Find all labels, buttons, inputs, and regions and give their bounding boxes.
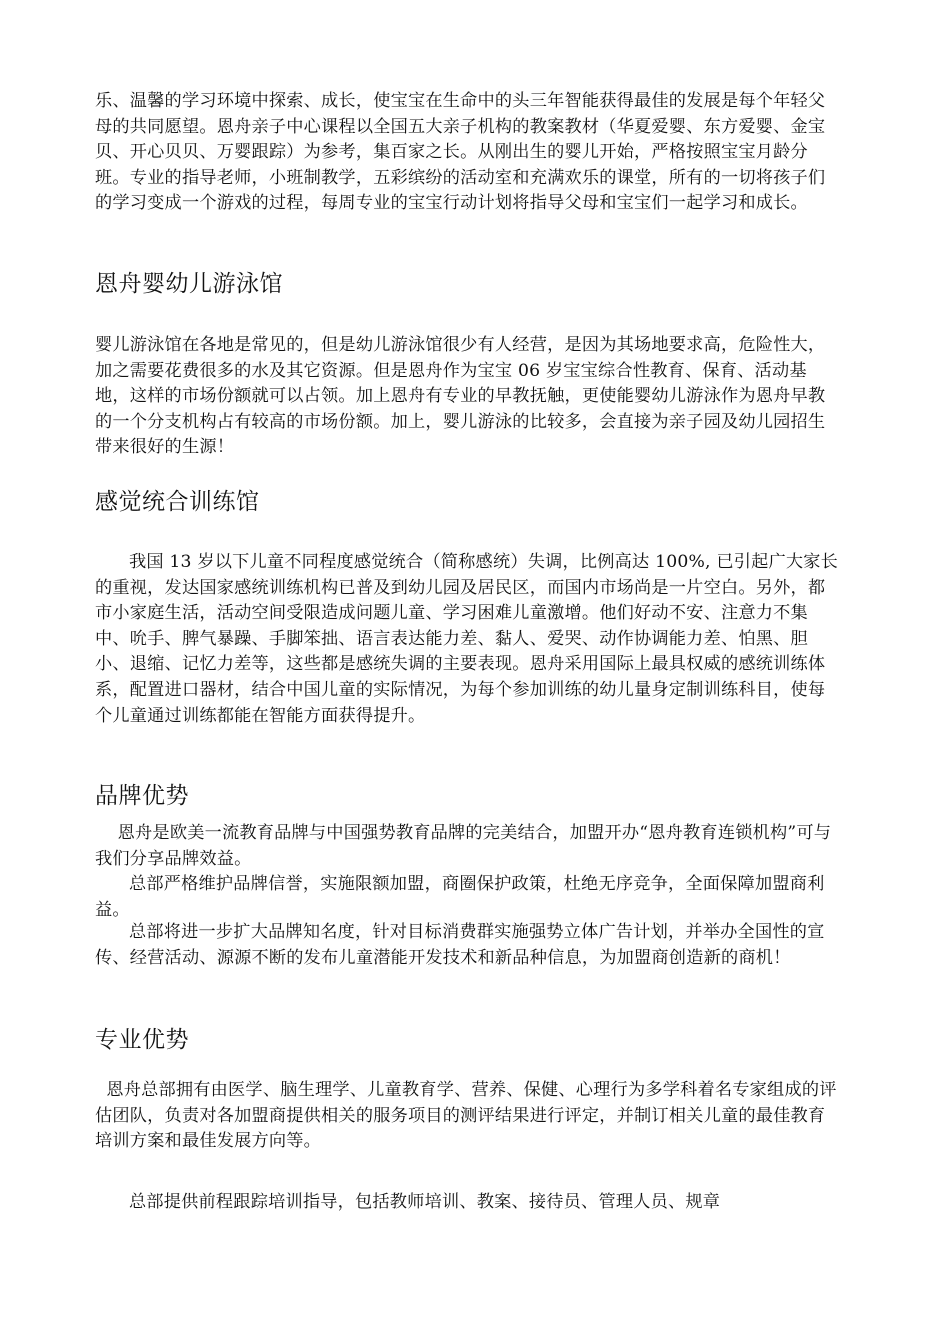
swimming-paragraph: 婴儿游泳馆在各地是常见的，但是幼儿游泳馆很少有人经营，是因为其场地要求高，危险性大，加之需要花费很多的水及其它资源。但是恩舟作为宝宝 06 岁宝宝综合性教育、保育、活动基地，这样的市场份额就可以占领。加上恩舟有专业的早教抚触，更使能婴幼儿游泳作为恩舟早教的一个分支机构占有较高的市场份额。加上，婴儿游泳的比较多，会直接为亲子园及幼儿园招生带来很好的生源！ — [95, 335, 826, 458]
sensory-paragraph: 我国 13 岁以下儿童不同程度感觉统合（简称感统）失调，比例高达 100%, 已引起广大家长的重视，发达国家感统训练机构已普及到幼儿园及居民区，而国内市场尚是一片空白。另外，都市小家庭生活，活动空间受限造成问题儿童、学习困难儿童激增。他们好动不安、注意力不集中、吮手、脾气暴躁、手脚笨拙、语言表达能力差、黏人、爱哭、动作协调能力差、怕黑、胆小、退缩、记忆力差等，这些都是感统失调的主要表现。恩舟采用国际上最具权威的感统训练体系，配置进口器材，结合中国儿童的实际情况，为每个参加训练的幼儿量身定制训练科目，使每个儿童通过训练都能在智能方面获得提升。 — [95, 552, 839, 726]
brand-paragraph-2: 总部严格维护品牌信誉，实施限额加盟，商圈保护政策，杜绝无序竞争，全面保障加盟商利益。 — [95, 874, 825, 920]
section-heading-brand: 品牌优势 — [95, 783, 189, 809]
section-heading-swimming: 恩舟婴幼儿游泳馆 — [95, 271, 283, 297]
professional-paragraph-1: 恩舟总部拥有由医学、脑生理学、儿童教育学、营养、保健、心理行为多学科着名专家组成的评估团队，负责对各加盟商提供相关的服务项目的测评结果进行评定，并制订相关儿童的最佳教育培训方案和最佳发展方向等。 — [95, 1080, 837, 1152]
section-heading-professional: 专业优势 — [95, 1027, 189, 1053]
intro-paragraph: 乐、温馨的学习环境中探索、成长，使宝宝在生命中的头三年智能获得最佳的发展是每个年轻父母的共同愿望。恩舟亲子中心课程以全国五大亲子机构的教案教材（华夏爱婴、东方爱婴、金宝贝、开心贝贝、万婴跟踪）为参考，集百家之长。从刚出生的婴儿开始，严格按照宝宝月龄分班。专业的指导老师，小班制教学，五彩缤纷的活动室和充满欢乐的课堂，所有的一切将孩子们的学习变成一个游戏的过程，每周专业的宝宝行动计划将指导父母和宝宝们一起学习和成长。 — [95, 91, 826, 214]
brand-paragraph-1: 恩舟是欧美一流教育品牌与中国强势教育品牌的完美结合，加盟开办“恩舟教育连锁机构”可与我们分享品牌效益。 — [95, 823, 832, 869]
section-heading-sensory: 感觉统合训练馆 — [95, 489, 260, 515]
brand-paragraph-3: 总部将进一步扩大品牌知名度，针对目标消费群实施强势立体广告计划，并举办全国性的宣传、经营活动、源源不断的发布儿童潜能开发技术和新品种信息，为加盟商创造新的商机！ — [95, 922, 825, 968]
professional-paragraph-2: 总部提供前程跟踪培训指导，包括教师培训、教案、接待员、管理人员、规章 — [95, 1192, 721, 1212]
